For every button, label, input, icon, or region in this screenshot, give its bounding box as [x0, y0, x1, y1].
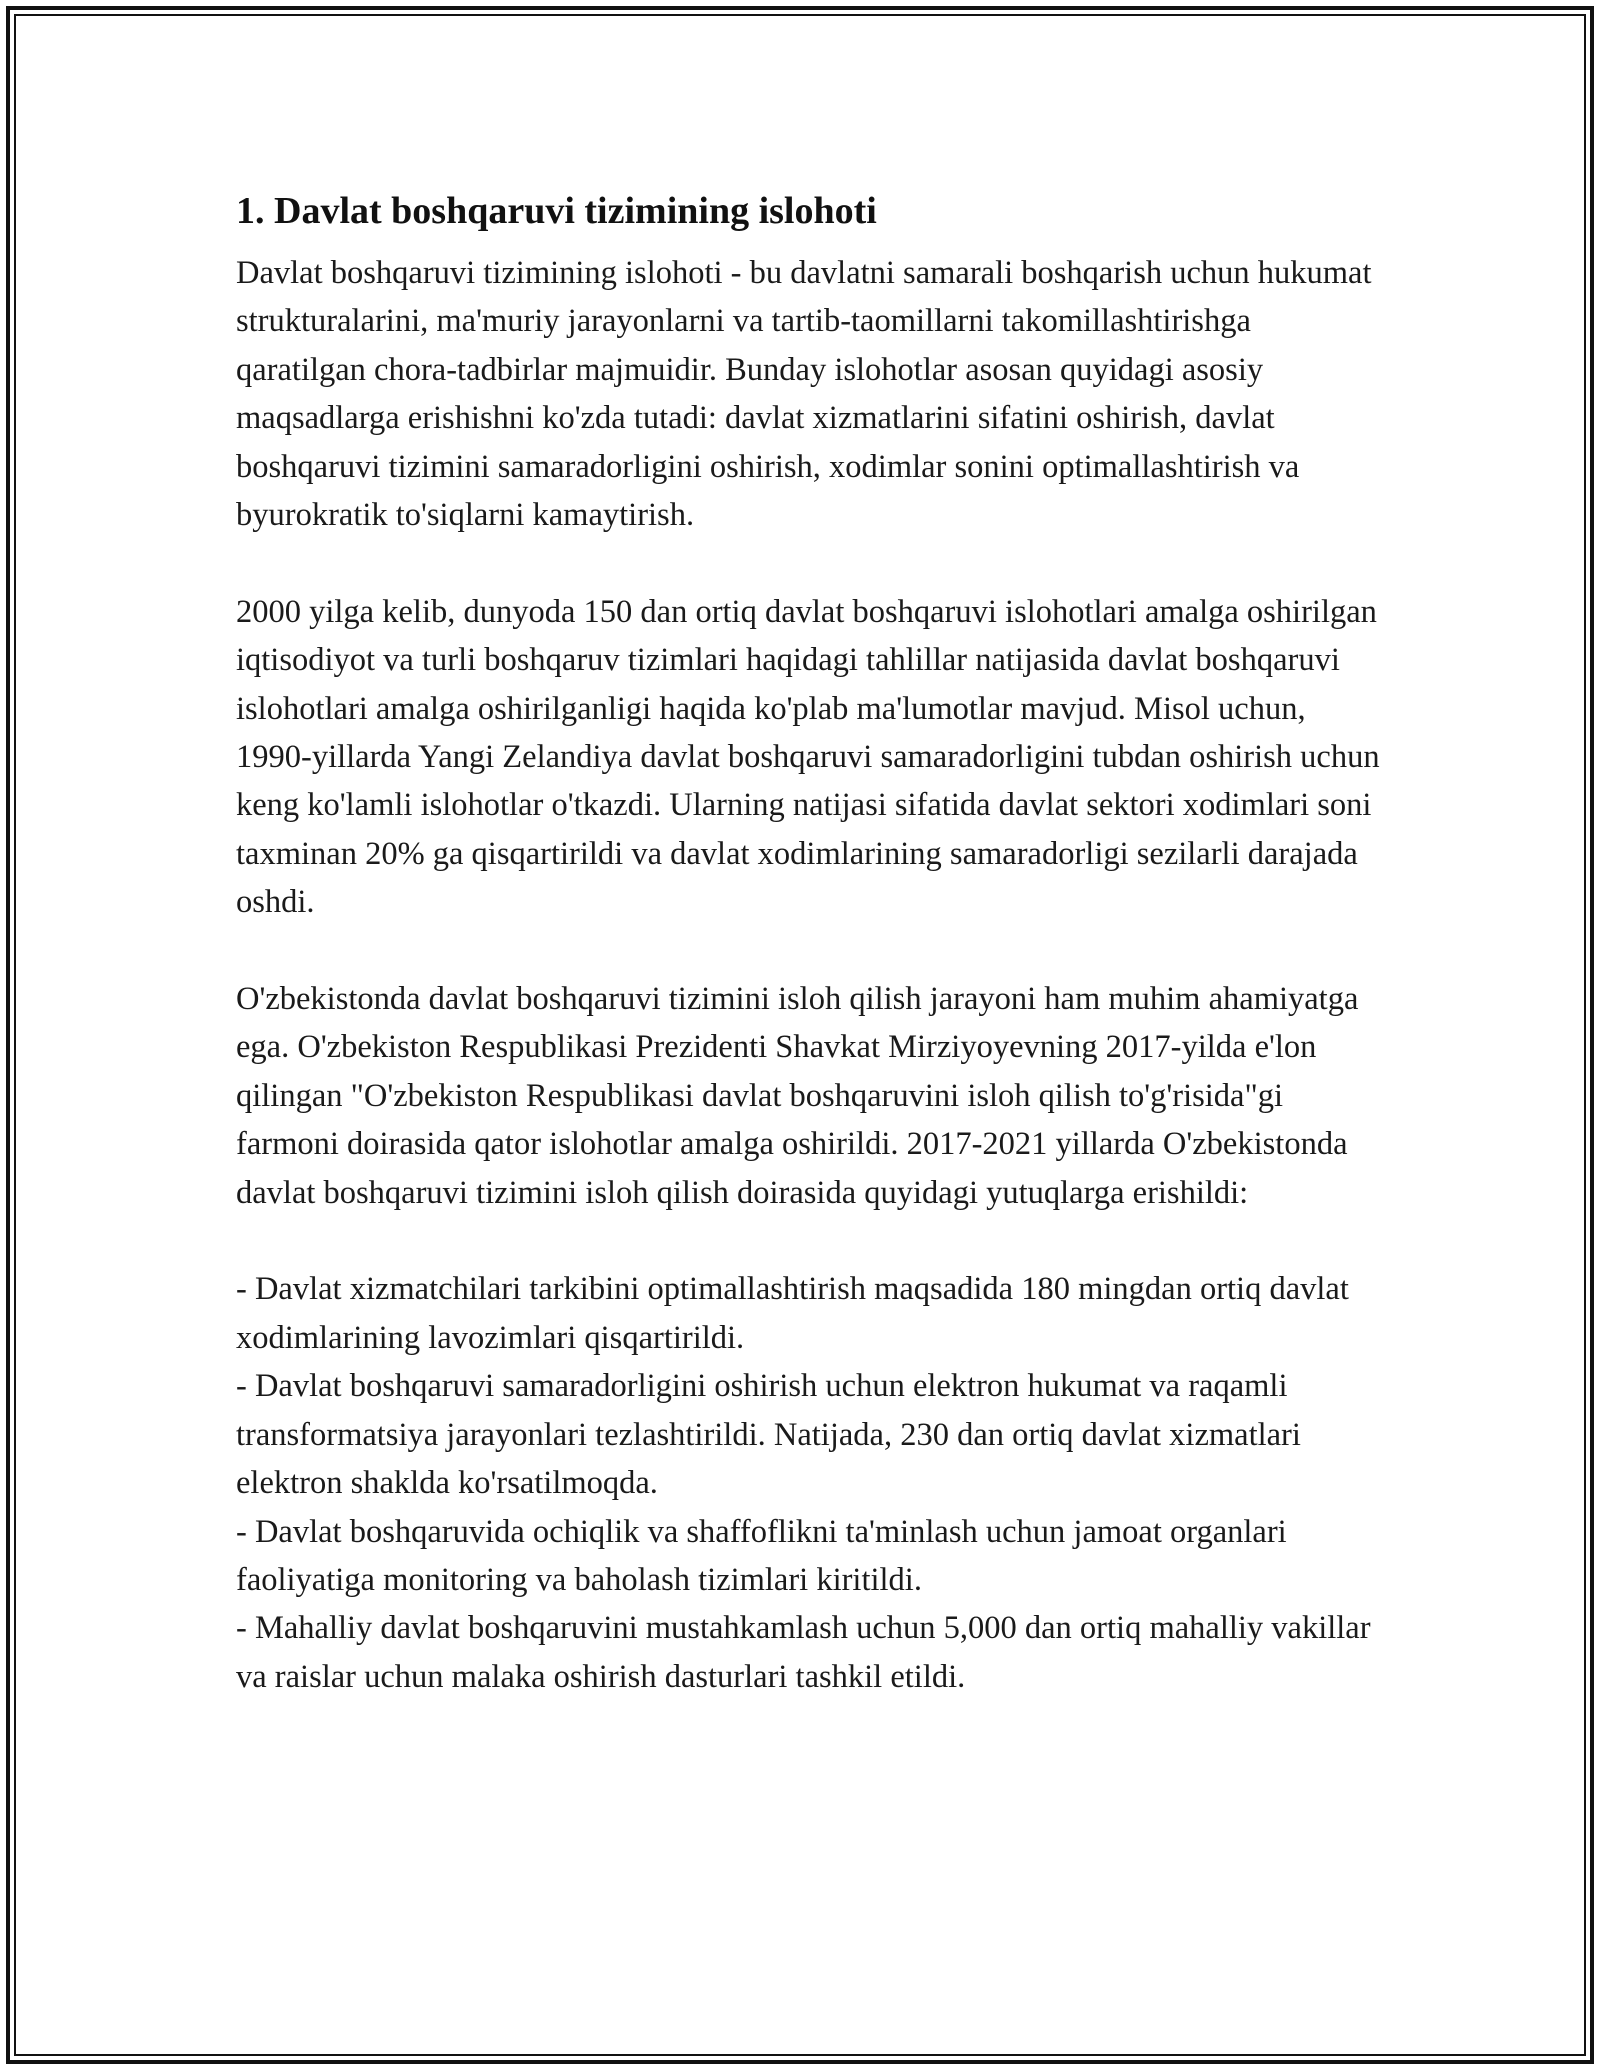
list-item: - Mahalliy davlat boshqaruvini mustahkamlash uchun 5,000 dan ortiq mahalliy vakillar va raislar uchun malaka oshirish dasturlari tashkil etildi.	[236, 1610, 1371, 1695]
paragraph-world-reforms: 2000 yilga kelib, dunyoda 150 dan ortiq davlat boshqaruvi islohotlari amalga oshirilgan iqtisodiyot va turli boshqaruv tizimlari haqidagi tahlillar natijasida davlat boshqaruvi islohotlari amalga oshirilganligi haqida ko'plab ma'lumotlar mavjud. Misol uchun, 1990-yillarda Yangi Zelandiya davlat boshqaruvi samaradorligini tubdan oshirish uchun keng ko'lamli islohotlar o'tkazdi. Ularning natijasi sifatida davlat sektori xodimlari soni taxminan 20% ga qisqartirildi va davlat xodimlarining samaradorligi sezilarli darajada oshdi.	[236, 593, 1380, 921]
document-body	[236, 183, 1386, 1701]
list-item: - Davlat xizmatchilari tarkibini optimallashtirish maqsadida 180 mingdan ortiq davlat xodimlarining lavozimlari qisqartirildi.	[236, 1271, 1349, 1356]
achievements-list	[236, 1265, 1386, 1701]
paragraph-intro: Davlat boshqaruvi tizimining islohoti - bu davlatni samarali boshqarish uchun hukumat strukturalarini, ma'muriy jarayonlarni va tartib-taomillarni takomillashtirishga qaratilgan chora-tadbirlar majmuidir. Bunday islohotlar asosan quyidagi asosiy maqsadlarga erishishni ko'zda tutadi: davlat xizmatlarini sifatini oshirish, davlat boshqaruvi tizimini samaradorligini oshirish, xodimlar sonini optimallashtirish va byurokratik to'siqlarni kamaytirish.	[236, 255, 1372, 534]
list-item: - Davlat boshqaruvida ochiqlik va shaffoflikni ta'minlash uchun jamoat organlari faoliyatiga monitoring va baholash tizimlari kiritildi.	[236, 1513, 1287, 1598]
section-title: 1. Davlat boshqaruvi tizimining islohoti	[236, 190, 877, 232]
paragraph-uzbekistan-reforms: O'zbekistonda davlat boshqaruvi tizimini isloh qilish jarayoni ham muhim ahamiyatga ega. O'zbekiston Respublikasi Prezidenti Shavkat Mirziyoyevning 2017-yilda e'lon qilingan "O'zbekiston Respublikasi davlat boshqaruvini isloh qilish to'g'risida"gi farmoni doirasida qator islohotlar amalga oshirildi. 2017-2021 yillarda O'zbekistonda davlat boshqaruvi tizimini isloh qilish doirasida quyidagi yutuqlarga erishildi:	[236, 981, 1359, 1211]
list-item: - Davlat boshqaruvi samaradorligini oshirish uchun elektron hukumat va raqamli transformatsiya jarayonlari tezlashtirildi. Natijada, 230 dan ortiq davlat xizmatlari elektron shaklda ko'rsatilmoqda.	[236, 1368, 1301, 1502]
